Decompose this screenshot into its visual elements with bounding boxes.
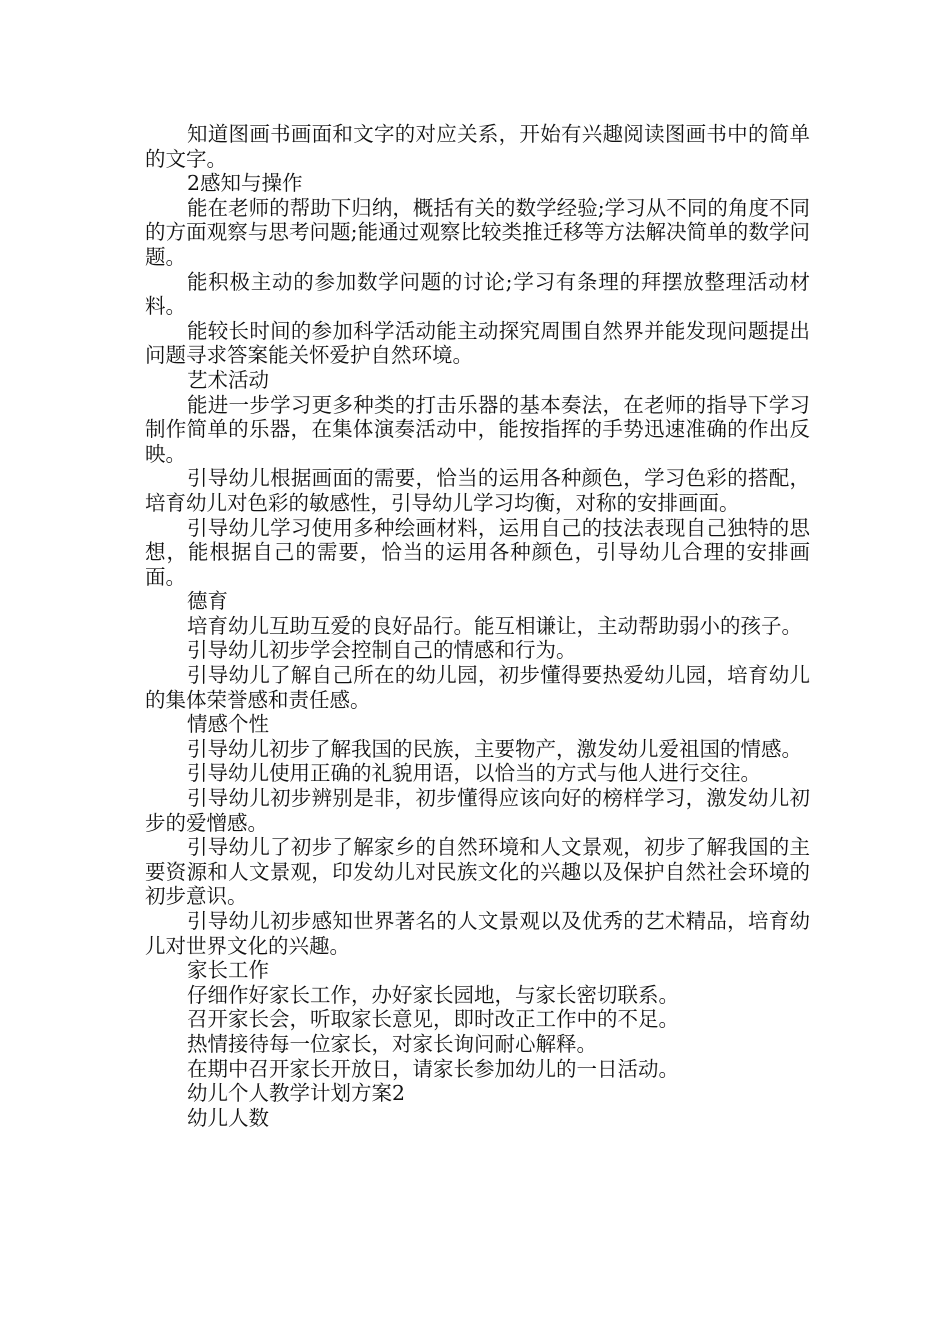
paragraph: 引导幼儿使用正确的礼貌用语，以恰当的方式与他人进行交往。 bbox=[187, 761, 761, 786]
section-heading: 幼儿人数 bbox=[187, 1105, 269, 1130]
section-heading: 2感知与操作 bbox=[187, 171, 303, 196]
paragraph: 引导幼儿根据画面的需要，恰当的运用各种颜色，学习色彩的搭配，培育幼儿对色彩的敏感性，引导幼儿学习均衡，对称的安排画面。 bbox=[145, 466, 810, 515]
paragraph: 引导幼儿学习使用多种绘画材料，运用自己的技法表现自己独特的思想，能根据自己的需要，恰当的运用各种颜色，引导幼儿合理的安排画面。 bbox=[145, 515, 810, 589]
paragraph: 能在老师的帮助下归纳，概括有关的数学经验;学习从不同的角度不同的方面观察与思考问题;能通过观察比较类推迁移等方法解决简单的数学问题。 bbox=[145, 195, 810, 269]
paragraph: 引导幼儿初步辨别是非，初步懂得应该向好的榜样学习，激发幼儿初步的爱憎感。 bbox=[145, 786, 810, 835]
paragraph: 仔细作好家长工作，办好家长园地，与家长密切联系。 bbox=[187, 982, 679, 1007]
section-heading: 德育 bbox=[187, 589, 228, 614]
paragraph: 引导幼儿了解自己所在的幼儿园，初步懂得要热爱幼儿园，培育幼儿的集体荣誉感和责任感。 bbox=[145, 663, 810, 712]
document-body bbox=[145, 122, 810, 1130]
paragraph: 能进一步学习更多种类的打击乐器的基本奏法，在老师的指导下学习制作简单的乐器，在集体演奏活动中，能按指挥的手势迅速准确的作出反映。 bbox=[145, 392, 810, 466]
paragraph: 能较长时间的参加科学活动能主动探究周围自然界并能发现问题提出问题寻求答案能关怀爱护自然环境。 bbox=[145, 318, 810, 368]
paragraph: 知道图画书画面和文字的对应关系，开始有兴趣阅读图画书中的简单的文字。 bbox=[145, 122, 810, 171]
section-heading: 幼儿个人教学计划方案2 bbox=[187, 1081, 406, 1106]
section-heading: 艺术活动 bbox=[187, 367, 269, 392]
paragraph: 引导幼儿了初步了解家乡的自然环境和人文景观，初步了解我国的主要资源和人文景观，印发幼儿对民族文化的兴趣以及保护自然社会环境的初步意识。 bbox=[145, 835, 810, 909]
paragraph: 引导幼儿初步了解我国的民族，主要物产，激发幼儿爱祖国的情感。 bbox=[187, 736, 802, 761]
paragraph: 培育幼儿互助互爱的良好品行。能互相谦让，主动帮助弱小的孩子。 bbox=[187, 613, 802, 638]
paragraph: 能积极主动的参加数学问题的讨论;学习有条理的拜摆放整理活动材料。 bbox=[145, 269, 810, 319]
paragraph: 热情接待每一位家长，对家长询问耐心解释。 bbox=[187, 1031, 597, 1056]
paragraph: 召开家长会，听取家长意见，即时改正工作中的不足。 bbox=[187, 1007, 679, 1032]
paragraph: 引导幼儿初步学会控制自己的情感和行为。 bbox=[187, 638, 577, 663]
section-heading: 情感个性 bbox=[187, 712, 269, 737]
paragraph: 在期中召开家长开放日，请家长参加幼儿的一日活动。 bbox=[187, 1056, 679, 1081]
section-heading: 家长工作 bbox=[187, 958, 269, 983]
paragraph: 引导幼儿初步感知世界著名的人文景观以及优秀的艺术精品，培育幼儿对世界文化的兴趣。 bbox=[145, 909, 810, 958]
